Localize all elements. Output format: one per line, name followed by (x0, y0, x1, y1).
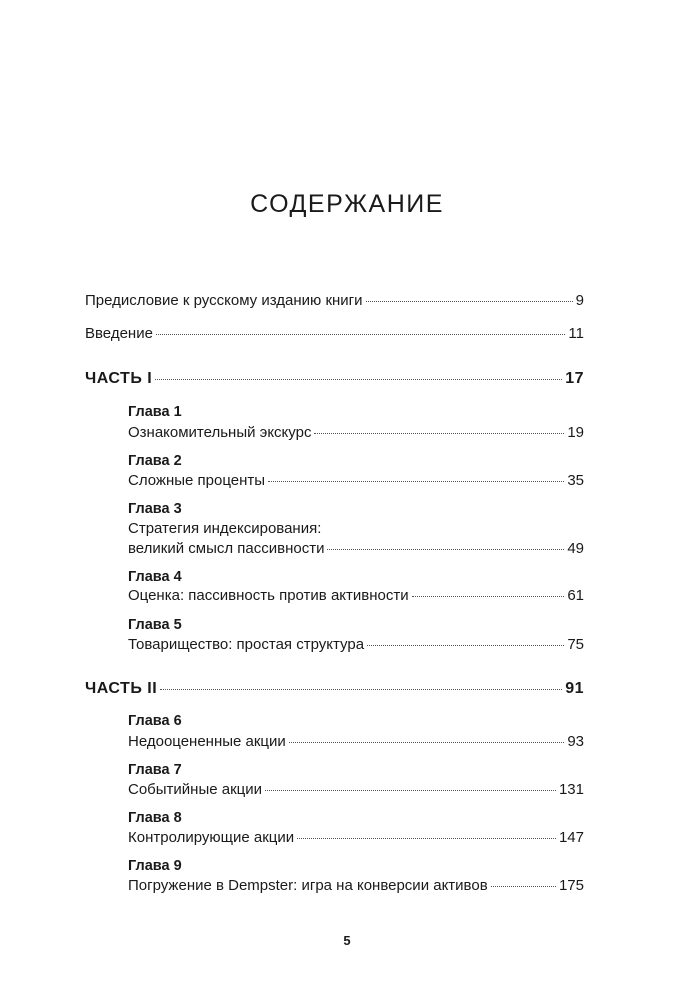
toc-page-number: 75 (567, 636, 584, 653)
toc-entry-chapter-9[interactable] (128, 877, 584, 894)
dot-leader (265, 790, 556, 791)
toc-part-1[interactable] (85, 370, 584, 388)
toc-entry-label: Недооцененные акции (128, 733, 286, 750)
toc-page-number: 9 (575, 292, 584, 309)
toc-entry-label: великий смысл пассивности (128, 540, 325, 557)
toc-page-number: 11 (568, 325, 584, 342)
toc-part-2[interactable] (85, 680, 584, 698)
toc-page-number: 147 (558, 829, 584, 846)
toc-entry-label: Предисловие к русскому изданию книги (85, 292, 363, 309)
toc-entry-label: Сложные проценты (128, 472, 266, 489)
toc-part-label: ЧАСТЬ I (85, 370, 153, 387)
toc-page-number: 93 (567, 733, 584, 750)
chapter-heading: Глава 5 (128, 617, 182, 633)
toc-entry-label-line-1: Стратегия индексирования: (128, 520, 322, 537)
toc-part-label: ЧАСТЬ II (85, 680, 158, 697)
toc-entry-chapter-7[interactable] (128, 781, 584, 798)
dot-leader (289, 742, 565, 743)
toc-entry-label: Ознакомительный экскурс (128, 424, 312, 441)
dot-leader (314, 433, 564, 434)
dot-leader (367, 645, 564, 646)
toc-entry-preface[interactable] (85, 292, 584, 309)
chapter-heading: Глава 4 (128, 569, 182, 585)
toc-entry-label: Введение (85, 325, 153, 342)
toc-page-number: 91 (565, 680, 584, 697)
toc-entry-label: Товарищество: простая структура (128, 636, 365, 653)
dot-leader (155, 379, 562, 380)
dot-leader (268, 481, 564, 482)
chapter-heading: Глава 2 (128, 453, 182, 469)
dot-leader (327, 549, 564, 550)
toc-page-number: 35 (567, 472, 584, 489)
page-number-footer: 5 (343, 933, 351, 948)
dot-leader (412, 596, 565, 597)
page-title: СОДЕРЖАНИЕ (250, 190, 444, 218)
dot-leader (297, 838, 556, 839)
toc-entry-chapter-4[interactable] (128, 587, 584, 604)
toc-entry-chapter-3[interactable] (128, 540, 584, 557)
toc-page-number: 17 (565, 370, 584, 387)
toc-page-number: 131 (558, 781, 584, 798)
chapter-heading: Глава 6 (128, 713, 182, 729)
dot-leader (366, 301, 573, 302)
toc-page-number: 61 (567, 587, 584, 604)
toc-entry-chapter-5[interactable] (128, 636, 584, 653)
toc-page-number: 175 (558, 877, 584, 894)
toc-entry-chapter-6[interactable] (128, 733, 584, 750)
toc-entry-label: Событийные акции (128, 781, 263, 798)
chapter-heading: Глава 8 (128, 810, 182, 826)
toc-entry-chapter-8[interactable] (128, 829, 584, 846)
chapter-heading: Глава 7 (128, 762, 182, 778)
dot-leader (156, 334, 566, 335)
dot-leader (160, 689, 562, 690)
toc-entry-chapter-1[interactable] (128, 424, 584, 441)
toc-entry-introduction[interactable] (85, 325, 584, 342)
chapter-heading: Глава 1 (128, 404, 182, 420)
toc-page-number: 49 (567, 540, 584, 557)
toc-entry-label: Погружение в Dempster: игра на конверсии активов (128, 877, 488, 894)
chapter-heading: Глава 9 (128, 858, 182, 874)
toc-entry-label: Оценка: пассивность против активности (128, 587, 409, 604)
toc-entry-label: Контролирующие акции (128, 829, 295, 846)
toc-entry-chapter-2[interactable] (128, 472, 584, 489)
chapter-heading: Глава 3 (128, 501, 182, 517)
dot-leader (491, 886, 556, 887)
toc-page-number: 19 (567, 424, 584, 441)
